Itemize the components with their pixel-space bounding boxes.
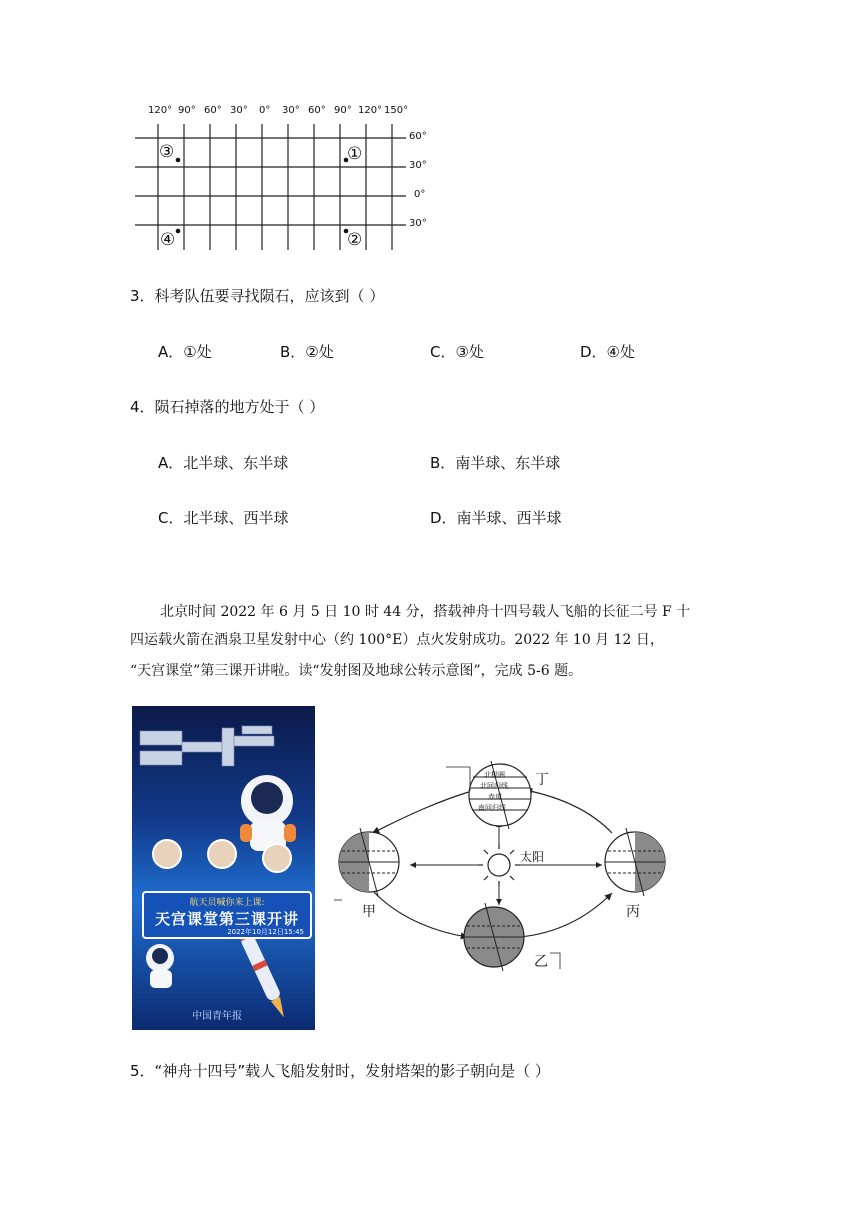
latlon-grid-figure	[130, 100, 440, 255]
marker-1: ①	[347, 144, 363, 164]
position-yi-label: 乙	[534, 954, 548, 970]
meteor-dot-4	[176, 229, 181, 234]
marker-2: ②	[347, 230, 363, 250]
poster-date: 2022年10月12日15:45	[227, 928, 304, 936]
earth-jia	[339, 828, 399, 896]
lat-label: 30°	[409, 218, 427, 229]
passage-line-3: “天宫课堂”第三课开讲啦。读“发射图及地球公转示意图”，完成 5-6 题。	[130, 663, 583, 679]
q4-option-c[interactable]: C．北半球、西半球	[158, 509, 289, 527]
line-label-equator: 赤道	[488, 793, 502, 801]
poster-art	[132, 706, 315, 1030]
poster-subtitle: 航天员喊你来上课:	[189, 898, 265, 908]
q3-option-d[interactable]: D．④处	[580, 343, 635, 361]
line-label-arctic: 北极圈	[484, 771, 505, 779]
poster-watermark: 中国青年报	[192, 1011, 242, 1022]
q3-option-c[interactable]: C．③处	[430, 343, 484, 361]
question-4-stem: 4．陨石掉落的地方处于（ ）	[130, 398, 325, 416]
lon-label: 120°	[358, 105, 383, 116]
earth-revolution-diagram	[320, 755, 680, 985]
tiangong-poster-image	[132, 706, 315, 1030]
question-3-stem: 3．科考队伍要寻找陨石，应该到（ ）	[130, 287, 385, 305]
q4-option-d[interactable]: D．南半球、西半球	[430, 509, 562, 527]
earth-bing	[605, 828, 665, 896]
poster-banner	[142, 891, 312, 939]
poster-title: 天宫课堂第三课开讲	[154, 910, 299, 928]
q3-option-a[interactable]: A．①处	[158, 343, 212, 361]
line-label-tropic-cancer: 北回归线	[480, 782, 508, 790]
meteor-dot-3	[176, 158, 181, 163]
lon-label: 60°	[204, 105, 222, 116]
passage-line-2: 四运载火箭在酒泉卫星发射中心（约 100°E）点火发射成功。2022 年 10 月 12 日，	[130, 632, 664, 648]
lon-label: 90°	[334, 105, 352, 116]
lat-label: 30°	[409, 160, 427, 171]
lon-label: 0°	[259, 105, 271, 116]
lon-label: 120°	[148, 105, 173, 116]
lat-label: 60°	[409, 131, 427, 142]
grid-svg	[130, 100, 440, 255]
position-bing-label: 丙	[626, 904, 640, 920]
sun-label: 太阳	[520, 850, 545, 864]
position-jia-label: 甲	[362, 904, 376, 920]
position-ding-label: 丁	[535, 772, 549, 788]
lon-label: 150°	[384, 105, 409, 116]
marker-4: ④	[160, 230, 176, 250]
lon-label: 30°	[230, 105, 248, 116]
marker-3: ③	[159, 142, 175, 162]
q4-option-a[interactable]: A．北半球、东半球	[158, 454, 289, 472]
q4-option-b[interactable]: B．南半球、东半球	[430, 454, 561, 472]
sun-icon	[478, 844, 520, 886]
q3-option-b[interactable]: B．②处	[280, 343, 334, 361]
passage-line-1: 北京时间 2022 年 6 月 5 日 10 时 44 分，搭载神舟十四号载人飞船的长征二号 F 十	[160, 604, 691, 620]
question-5-stem: 5．“神舟十四号”载人飞船发射时，发射塔架的影子朝向是（ ）	[130, 1062, 550, 1080]
lon-label: 30°	[282, 105, 300, 116]
lat-label: 0°	[414, 189, 426, 200]
line-label-tropic-capricorn: 南回归线	[478, 804, 506, 812]
lon-label: 60°	[308, 105, 326, 116]
earth-yi	[464, 903, 524, 971]
lon-label: 90°	[178, 105, 196, 116]
